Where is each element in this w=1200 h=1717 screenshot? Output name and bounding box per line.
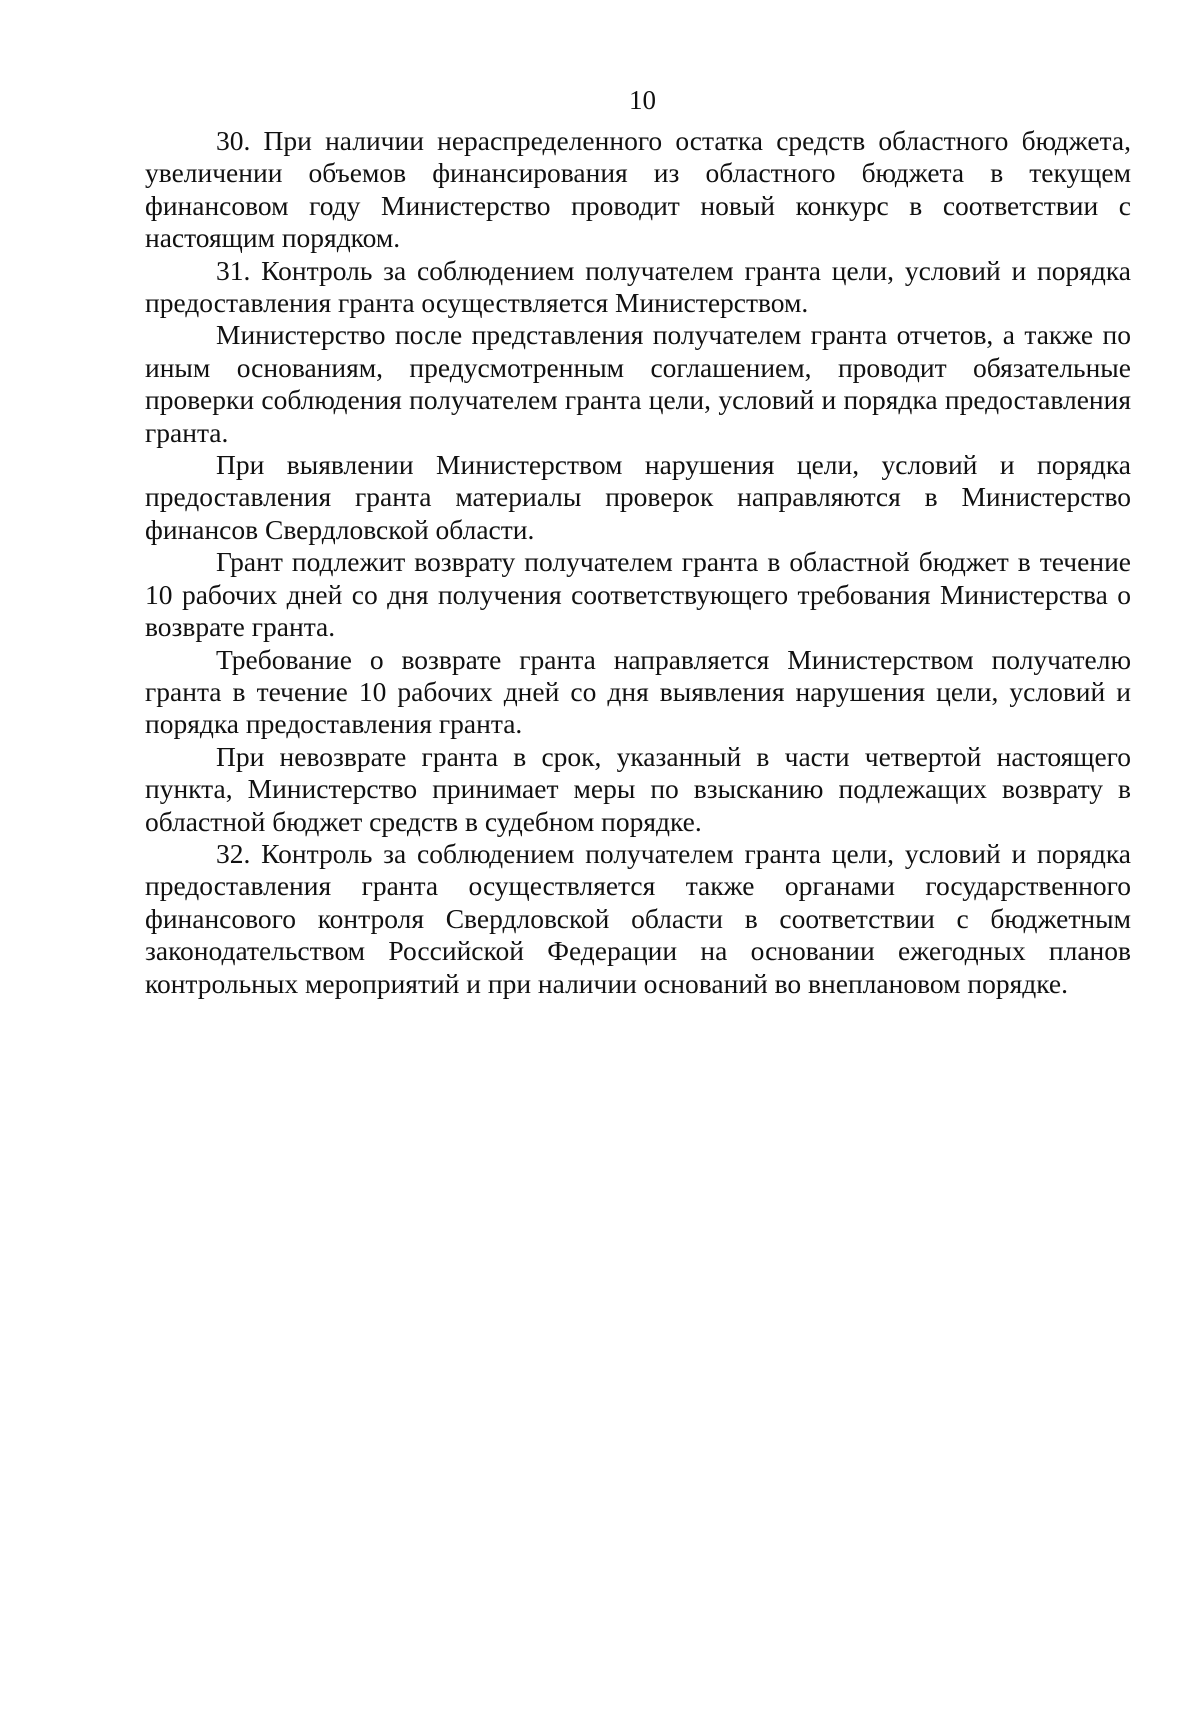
paragraph-31-refund-request: Требование о возврате гранта направляется Министерством получателю гранта в течение 10 рабочих дней со дня выявления нарушения цели, условий и порядка предоставления гранта. bbox=[145, 643, 1131, 740]
paragraph-31: 31. Контроль за соблюдением получателем гранта цели, условий и порядка предоставления гранта осуществляется Министерством. bbox=[145, 254, 1131, 319]
paragraph-32: 32. Контроль за соблюдением получателем гранта цели, условий и порядка предоставления гранта осуществляется также органами государственного финансового контроля Свердловской области в соответствии с бюджетным законодательством Российской Федерации на основании ежегодных планов контрольных мероприятий и при наличии оснований во внеплановом порядке. bbox=[145, 837, 1131, 999]
document-body bbox=[145, 125, 1131, 1000]
paragraph-31-refund: Грант подлежит возврату получателем гранта в областной бюджет в течение 10 рабочих дней со дня получения соответствующего требования Министерства о возврате гранта. bbox=[145, 546, 1131, 643]
paragraph-31-inspections: Министерство после представления получателем гранта отчетов, а также по иным основаниям, предусмотренным соглашением, проводит обязательные проверки соблюдения получателем гранта цели, условий и порядка предоставления гранта. bbox=[145, 319, 1131, 448]
paragraph-31-enforcement: При невозврате гранта в срок, указанный в части четвертой настоящего пункта, Министерство принимает меры по взысканию подлежащих возврату в областной бюджет средств в судебном порядке. bbox=[145, 740, 1131, 837]
paragraph-31-violations: При выявлении Министерством нарушения цели, условий и порядка предоставления гранта материалы проверок направляются в Министерство финансов Свердловской области. bbox=[145, 449, 1131, 545]
page-number: 10 bbox=[629, 85, 656, 115]
paragraph-30: 30. При наличии нераспределенного остатка средств областного бюджета, увеличении объемов финансирования из областного бюджета в текущем финансовом году Министерство проводит новый конкурс в соответствии с настоящим порядком. bbox=[145, 125, 1131, 254]
